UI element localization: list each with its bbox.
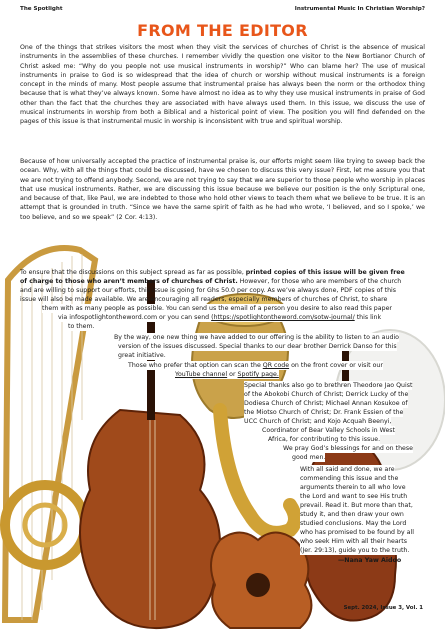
issue-footer: Sept. 2024, Issue 3, Vol. 1: [343, 605, 423, 611]
thanks-line-7: Africa, for contributing to this issue.: [268, 436, 381, 443]
p3-line-1: To ensure that the discussions on this subject spread as far as possible, printed copies of this issue will be given free: [20, 269, 405, 276]
thanks-line-6: Coordinator of Bear Valley Schools in West: [262, 427, 395, 434]
p3-line-7: to them.: [68, 323, 95, 330]
spotify-link[interactable]: Spotify page.: [237, 371, 279, 378]
p3-line-6: via infospotlightontheword.com or you can send (https://spotlightontheword.com/sotw-journal/ this link: [58, 314, 382, 321]
closing-line-3: arguments therein to all who love: [300, 484, 406, 491]
closing-line-5: prevail. Read it. But more than that,: [300, 502, 413, 509]
qr-code-link[interactable]: QR code: [262, 362, 290, 369]
thanks-line-9: good men.: [292, 454, 326, 461]
p3-line-10: great initiative.: [118, 352, 166, 359]
guitar-soundhole: [246, 573, 270, 597]
page-title: FROM THE EDITOR: [137, 21, 308, 40]
p3-line-11: Those who prefer that option can scan the QR code on the front cover or visit our: [128, 362, 383, 369]
p3-line-9: version of the issues discussed. Special thanks to our dear brother Derrick Danso for this: [118, 343, 397, 350]
closing-line-4: the Lord and want to see His truth: [300, 493, 408, 500]
p3-line-2: of charge to those who aren’t members of churches of Christ. However, for those who are members of the church: [20, 278, 402, 285]
closing-line-8: who has promised to be found by all: [300, 529, 414, 536]
thanks-line-3: Dodiesa Church of Christ; Michael Annan Kosukoe of: [244, 400, 408, 407]
thanks-line-2: of the Abokobi Church of Christ; Derrick Lucky of the: [244, 391, 409, 398]
thanks-line-8: We pray God’s blessings for and on these: [283, 445, 413, 452]
p3-line-12: YouTube channel or Spotify page.: [175, 371, 279, 378]
paragraph-1: One of the things that strikes visitors the most when they visit the services of churches of Christ is the absence of musical instruments in the assemblies of these churches. I remember vividly the question one visitor to the New Bortianor Church of Christ asked me: “Why do you people not use musical instruments in worship?” Who can blame her? The use of musical instruments in praise to God is so widespread that the idea of church or worship without musical instruments is a foreign concept in the minds of many. Most people assume that instrumental praise has always been the norm or the orthodox thing because that is what they’ve always known. Some have almost no idea as to why they use musical instruments in praise of God other than the fact that the churches they are associated with have always used them. In this issue, we discuss the use of musical instruments in worship from both a Biblical and a historical point of view. The position you will find defended on the pages of this issue is that instrumental music in worship is inconsistent with true and spiritual worship.: [20, 44, 425, 125]
journal-link[interactable]: (https://spotlightontheword.com/sotw-journal/: [211, 314, 355, 321]
thanks-line-4: the Miotso Church of Christ; Dr. Frank Essien of the: [244, 409, 404, 416]
p3-line-3: and are willing to support our efforts, this issue is going for Ghs 50.0 per copy. As we’ve always done, PDF copies of this: [20, 287, 397, 294]
p3-line-5: them with as many people as possible. You can send us the email of a person you desire to also read this paper: [42, 305, 392, 312]
signature: —Nana Yaw Aidoo: [338, 557, 402, 564]
closing-line-6: study it, and then draw your own: [300, 511, 404, 518]
closing-line-7: studied conclusions. May the Lord: [300, 520, 407, 527]
paragraph-2: Because of how universally accepted the practice of instrumental praise is, our efforts might seem like trying to sweep back the ocean. Why, with all the things that could be discussed, have we chosen to discuss this very issue? First, let me assure you that we are not trying to offend anybody. Second, we are not trying to say that we are superior to those people who worship in places that use musical instruments. Rather, we are discussing this issue because we believe our position is the only Scriptural one, and because of that, like Paul, we are indebted to those who hold other views to teach them what we believe to be true. It is an attempt that is grounded in truth. “Since we have the same spirit of faith as he had who wrote, ‘I believed, and so I spoke,’ we too believe, and so we speak” (2 Cor. 4:13).: [20, 158, 425, 221]
p3-line-8: By the way, one new thing we have added to our offering is the ability to listen to an audio: [114, 334, 400, 341]
youtube-link[interactable]: YouTube channel: [175, 371, 228, 378]
header-right: Instrumental Music In Christian Worship?: [294, 6, 425, 12]
closing-line-1: With all said and done, we are: [300, 466, 395, 473]
closing-line-2: commending this issue and the: [300, 475, 399, 482]
header-left: The Spotlight: [20, 6, 63, 12]
closing-line-9: who seek Him with all their hearts: [300, 538, 407, 545]
closing-line-10: (Jer. 29:13), guide you to the truth.: [300, 547, 410, 554]
thanks-line-5: UCC Church of Christ; and Kojo Acquah Beenyi,: [244, 418, 392, 425]
thanks-line-1: Special thanks also go to brethren Theodore Jao Quist: [244, 382, 413, 389]
p3-line-4: issue will also be made available. We are encouraging all readers, especially members of churches of Christ, to share: [20, 296, 388, 303]
